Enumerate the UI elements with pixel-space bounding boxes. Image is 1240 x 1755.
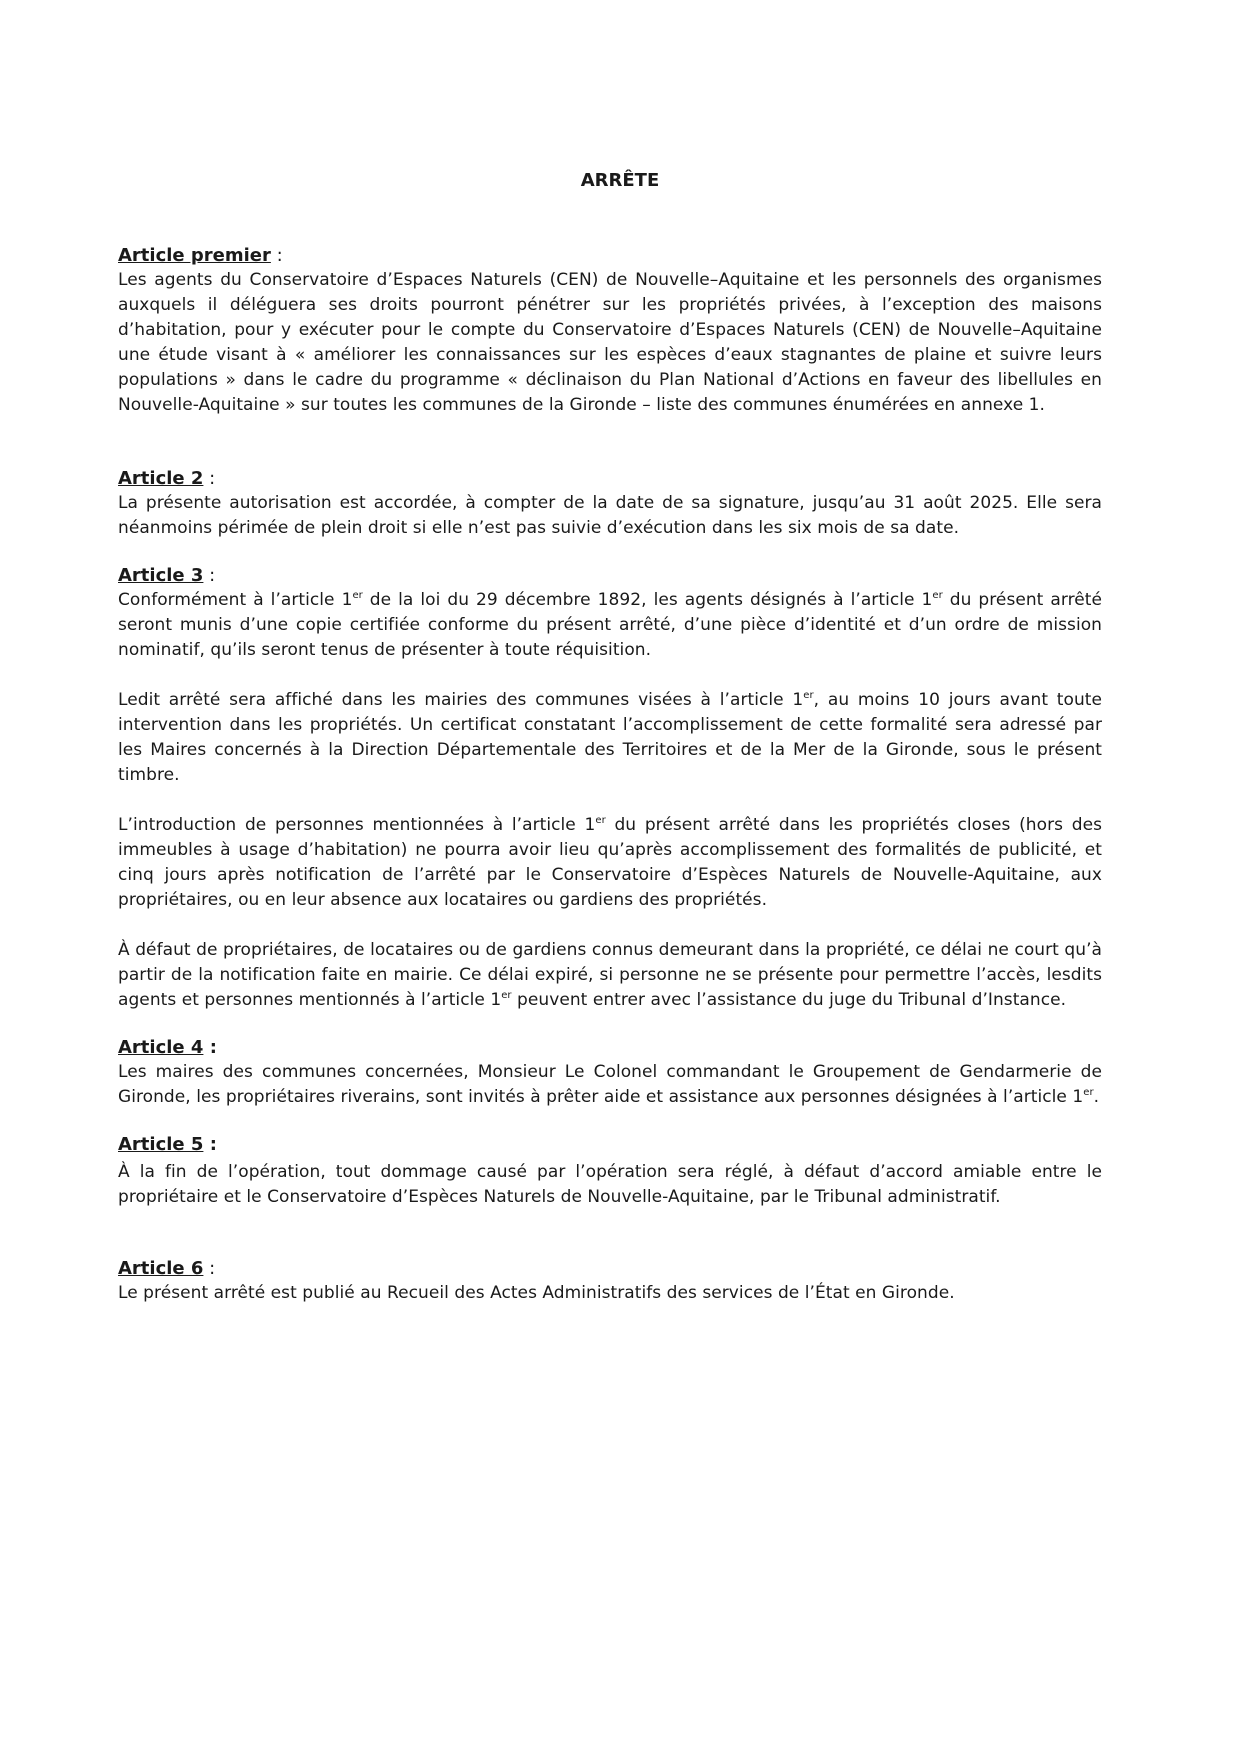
article-paragraph: Les agents du Conservatoire d’Espaces Naturels (CEN) de Nouvelle–Aquitaine et les personnels des organismes auxquels il déléguera ses droits pourront pénétrer sur les propriétés privées, à l’exception des maisons d’habitation, pour y exécuter pour le compte du Conservatoire d’Espaces Naturels (CEN) de Nouvelle–Aquitaine une étude visant à « améliorer les connaissances sur les espèces d’eaux stagnantes de plaine et suivre leurs populations » dans le cadre du programme « déclinaison du Plan National d’Actions en faveur des libellules en Nouvelle-Aquitaine » sur toutes les communes de la Gironde – liste des communes énumérées en annexe 1. [118, 270, 1102, 415]
article-heading [118, 1132, 1102, 1157]
article-2 [118, 466, 1102, 541]
article-label: Article 3 [118, 565, 204, 586]
article-label: Article 4 [118, 1037, 204, 1058]
article-colon: : [270, 245, 283, 266]
article-5 [118, 1132, 1102, 1210]
article-premier [118, 243, 1102, 418]
article-paragraph: La présente autorisation est accordée, à compter de la date de sa signature, jusqu’au 31 août 2025. Elle sera néanmoins périmée de plein droit si elle n’est pas suivie d’exécution dans les six mois de sa date. [118, 493, 1102, 538]
article-heading [118, 1256, 1102, 1281]
article-paragraph: À la fin de l’opération, tout dommage causé par l’opération sera réglé, à défaut d’accord amiable entre le propriétaire et le Conservatoire d’Espèces Naturels de Nouvelle-Aquitaine, par le Tribunal administratif. [118, 1162, 1102, 1207]
article-label: Article 5 [118, 1134, 204, 1155]
article-4 [118, 1035, 1102, 1110]
article-label: Article 6 [118, 1258, 204, 1279]
article-colon: : [203, 1258, 216, 1279]
article-paragraph: Les maires des communes concernées, Monsieur Le Colonel commandant le Groupement de Gendarmerie de Gironde, les propriétaires riverains, sont invités à prêter aide et assistance aux personnes désignées à l’article 1er. [118, 1062, 1102, 1107]
article-paragraph: À défaut de propriétaires, de locataires ou de gardiens connus demeurant dans la propriété, ce délai ne court qu’à partir de la notification faite en mairie. Ce délai expiré, si personne ne se présente pour permettre l’accès, lesdits agents et personnes mentionnés à l’article 1er peuvent entrer avec l’assistance du juge du Tribunal d’Instance. [118, 940, 1102, 1010]
article-heading [118, 1035, 1102, 1060]
article-paragraph: L’introduction de personnes mentionnées à l’article 1er du présent arrêté dans les propriétés closes (hors des immeubles à usage d’habitation) ne pourra avoir lieu qu’après accomplissement des formalités de publicité, et cinq jours après notification de l’arrêté par le Conservatoire d’Espèces Naturels de Nouvelle-Aquitaine, aux propriétaires, ou en leur absence aux locataires ou gardiens des propriétés. [118, 815, 1102, 910]
article-colon: : [203, 468, 216, 489]
article-heading [118, 563, 1102, 588]
document-title: ARRÊTE [580, 170, 660, 191]
article-paragraph: Conformément à l’article 1er de la loi du 29 décembre 1892, les agents désignés à l’article 1er du présent arrêté seront munis d’une copie certifiée conforme du présent arrêté, d’une pièce d’identité et d’un ordre de mission nominatif, qu’ils seront tenus de présenter à toute réquisition. [118, 590, 1103, 660]
article-label: Article 2 [118, 468, 204, 489]
article-paragraph: Ledit arrêté sera affiché dans les mairies des communes visées à l’article 1er, au moins 10 jours avant toute intervention dans les propriétés. Un certificat constatant l’accomplissement de cette formalité sera adressé par les Maires concernés à la Direction Départementale des Territoires et de la Mer de la Gironde, sous le présent timbre. [118, 690, 1102, 785]
article-paragraph: Le présent arrêté est publié au Recueil des Actes Administratifs des services de l’État en Gironde. [118, 1283, 955, 1303]
article-colon: : [203, 1134, 217, 1155]
document-body [118, 243, 1102, 1306]
article-heading [118, 243, 1102, 268]
article-3 [118, 563, 1102, 1013]
article-colon: : [203, 565, 216, 586]
article-label: Article premier [118, 245, 271, 266]
article-6 [118, 1256, 1102, 1306]
article-colon: : [203, 1037, 217, 1058]
article-heading [118, 466, 1102, 491]
